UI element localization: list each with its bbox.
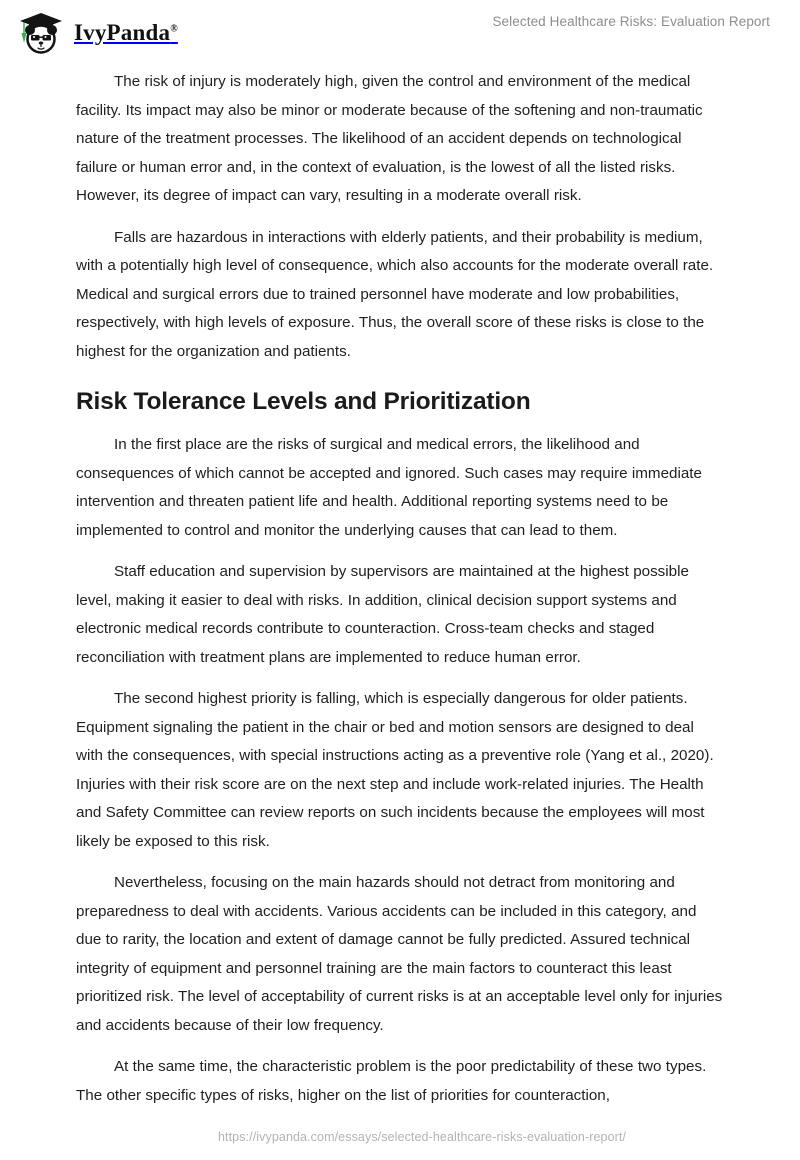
section-heading: Risk Tolerance Levels and Prioritization: [76, 388, 531, 415]
document-title: Selected Healthcare Risks: Evaluation Report: [492, 14, 770, 29]
paragraph: Nevertheless, focusing on the main hazards should not detract from monitoring and preparedness to deal with accidents. Various accidents can be included in this category, and due to rarity, the location and extent of damage cannot be fully predicted. Assured technical integrity of equipment and personnel training are the main factors to counteract this least prioritized risk. The level of acceptability of current risks is at an acceptable level only for injuries and accidents because of their low frequency.: [76, 874, 723, 1034]
page-footer: [0, 1128, 800, 1146]
ivypanda-panda-graduation-logo-icon: [16, 10, 66, 54]
paragraph: In the first place are the risks of surgical and medical errors, the likelihood and consequences of which cannot be accepted and ignored. Such cases may require immediate intervention and threaten patient life and health. Additional reporting systems need to be implemented to control and monitor the underlying causes that can lead to them.: [76, 436, 702, 539]
paragraph: The risk of injury is moderately high, given the control and environment of the medical facility. Its impact may also be minor or moderate because of the softening and non-traumatic nature of the treatment processes. The likelihood of an accident depends on technological failure or human error and, in the context of evaluation, is the lowest of all the listed risks. However, its degree of impact can vary, resulting in a moderate overall risk.: [76, 73, 703, 204]
page-header: [0, 0, 800, 62]
paragraph: Staff education and supervision by supervisors are maintained at the highest possible level, making it easier to deal with risks. In addition, clinical decision support systems and electronic medical records contribute to counteraction. Cross-team checks and staged reconciliation with treatment plans are implemented to reduce human error.: [76, 563, 689, 666]
paragraph: Falls are hazardous in interactions with elderly patients, and their probability is medium, with a potentially high level of consequence, which also accounts for the moderate overall rate. Medical and surgical errors due to trained personnel have moderate and low probabilities, respectively, with high levels of exposure. Thus, the overall score of these risks is close to the highest for the organization and patients.: [76, 228, 714, 360]
brand-name-text: IvyPanda: [74, 19, 171, 45]
registered-trademark-icon: ®: [170, 22, 178, 34]
brand-logo-link[interactable]: [16, 10, 178, 54]
paragraph: At the same time, the characteristic problem is the poor predictability of these two types. The other specific types of risks, higher on the list of priorities for counteraction,: [76, 1058, 707, 1104]
source-url[interactable]: https://ivypanda.com/essays/selected-healthcare-risks-evaluation-report/: [217, 1130, 627, 1144]
brand-wordmark: [74, 21, 178, 44]
document-content: [76, 68, 724, 1123]
paragraph: The second highest priority is falling, which is especially dangerous for older patients. Equipment signaling the patient in the chair or bed and motion sensors are designed to deal with the consequences, with special instructions acting as a preventive role (Yang et al., 2020). Injuries with their risk score are on the next step and include work-related injuries. The Health and Safety Committee can review reports on such incidents because the employees will most likely be exposed to this risk.: [76, 690, 714, 850]
